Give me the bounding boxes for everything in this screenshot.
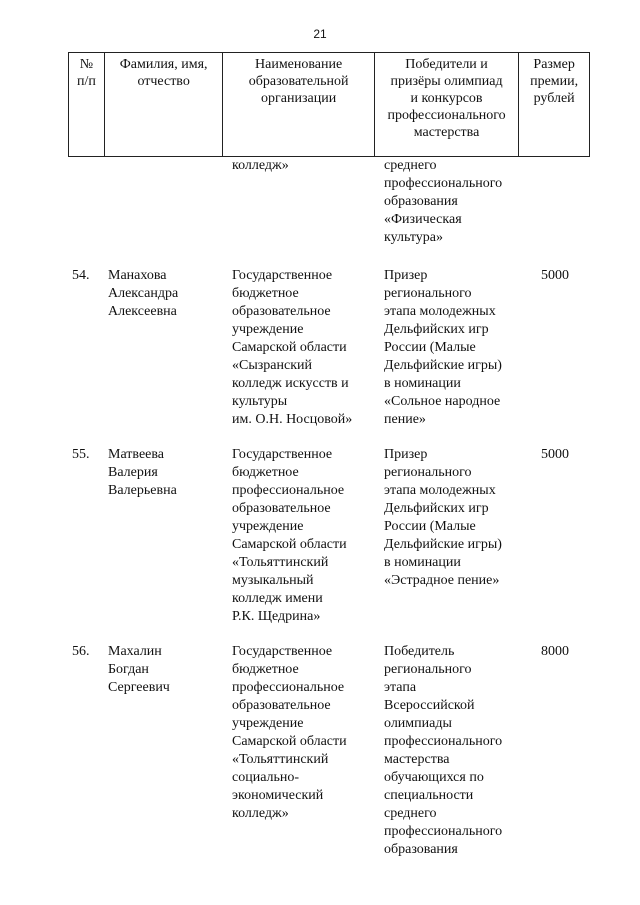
text-line: Валерьевна [108, 483, 177, 498]
text-line: Всероссийской [384, 698, 475, 713]
text-line: «Тольяттинский [232, 752, 329, 767]
text-line: регионального [384, 465, 472, 480]
text-line: Государственное [232, 644, 333, 659]
header-award-line: Победители и [405, 57, 488, 72]
text-line: «Тольяттинский [232, 555, 329, 570]
text-line: Государственное [232, 447, 333, 462]
text-line: образовательное [232, 501, 331, 516]
text-line: образовательное [232, 304, 331, 319]
text-line: в номинации [384, 555, 461, 570]
text-line: Алексеевна [108, 304, 177, 319]
header-name-line: отчество [137, 74, 190, 89]
text-line: Махалин [108, 644, 162, 659]
text-line: Дельфийских игр [384, 322, 489, 337]
text-line: этапа [384, 680, 417, 695]
text-line: профессионального [384, 824, 503, 839]
text-line: Призер [384, 447, 428, 462]
row-number: 55. [72, 447, 90, 462]
text-line: культуры [232, 394, 288, 409]
row-name [108, 643, 170, 697]
text-line: Валерия [108, 465, 158, 480]
row-org [232, 267, 352, 429]
text-line: Манахова [108, 268, 167, 283]
text-line: колледж имени [232, 591, 323, 606]
text-line: «Сызранский [232, 358, 312, 373]
text-line: профессионального [384, 734, 503, 749]
text-line: учреждение [232, 519, 304, 534]
text-line: колледж» [232, 158, 289, 173]
text-line: Самарской области [232, 340, 347, 355]
text-line: «Сольное народное [384, 394, 501, 409]
table-header [68, 52, 590, 157]
text-line: Дельфийских игр [384, 501, 489, 516]
text-line: России (Малые [384, 519, 476, 534]
header-num-line: п/п [76, 74, 96, 89]
text-line: мастерства [384, 752, 450, 767]
text-line: учреждение [232, 322, 304, 337]
text-line: этапа молодежных [384, 304, 496, 319]
row-org [232, 446, 347, 626]
continued-award [384, 157, 502, 247]
header-prize [519, 53, 589, 156]
text-line: бюджетное [232, 465, 299, 480]
header-award-line: профессионального [387, 108, 506, 123]
header-name [105, 53, 224, 156]
row-number: 56. [72, 644, 90, 659]
text-line: олимпиады [384, 716, 452, 731]
text-line: Александра [108, 286, 179, 301]
text-line: среднего [384, 806, 437, 821]
row-prize: 5000 [541, 268, 569, 283]
text-line: Сергеевич [108, 680, 170, 695]
text-line: бюджетное [232, 286, 299, 301]
row-award [384, 446, 502, 590]
text-line: образовательное [232, 698, 331, 713]
text-line: Дельфийские игры) [384, 537, 502, 552]
row-number: 54. [72, 268, 90, 283]
header-award-line: и конкурсов [410, 91, 483, 106]
text-line: профессиональное [232, 483, 345, 498]
text-line: Самарской области [232, 537, 347, 552]
row-award [384, 643, 502, 859]
text-line: социально- [232, 770, 300, 785]
row-name [108, 267, 178, 321]
text-line: профессионального [384, 176, 503, 191]
text-line: Государственное [232, 268, 333, 283]
text-line: Матвеева [108, 447, 165, 462]
header-award-line: призёры олимпиад [390, 74, 503, 89]
header-org-line: организации [261, 91, 337, 106]
continued-org [232, 157, 289, 175]
row-name [108, 446, 177, 500]
row-award [384, 267, 502, 429]
header-prize-line: премии, [530, 74, 579, 89]
text-line: Самарской области [232, 734, 347, 749]
text-line: образования [384, 842, 458, 857]
text-line: Дельфийские игры) [384, 358, 502, 373]
text-line: профессиональное [232, 680, 345, 695]
header-num-line: № [79, 57, 94, 72]
header-prize-line: Размер [533, 57, 575, 72]
text-line: музыкальный [232, 573, 314, 588]
text-line: регионального [384, 286, 472, 301]
page-number: 21 [313, 27, 327, 41]
header-org-line: образовательной [248, 74, 349, 89]
row-prize: 5000 [541, 447, 569, 462]
header-org-line: Наименование [255, 57, 343, 72]
text-line: колледж» [232, 806, 289, 821]
text-line: Богдан [108, 662, 149, 677]
text-line: образования [384, 194, 458, 209]
header-name-line: Фамилия, имя, [119, 57, 208, 72]
text-line: среднего [384, 158, 437, 173]
text-line: регионального [384, 662, 472, 677]
text-line: бюджетное [232, 662, 299, 677]
header-award [375, 53, 519, 156]
row-org [232, 643, 347, 823]
header-org [223, 53, 374, 156]
text-line: учреждение [232, 716, 304, 731]
text-line: специальности [384, 788, 474, 803]
text-line: «Физическая [384, 212, 462, 227]
text-line: этапа молодежных [384, 483, 496, 498]
header-award-line: мастерства [413, 125, 480, 140]
text-line: обучающихся по [384, 770, 484, 785]
text-line: культура» [384, 230, 443, 245]
text-line: Призер [384, 268, 428, 283]
text-line: «Эстрадное пение» [384, 573, 500, 588]
row-prize: 8000 [541, 644, 569, 659]
text-line: им. О.Н. Носцовой» [232, 412, 353, 427]
text-line: колледж искусств и [232, 376, 349, 391]
text-line: России (Малые [384, 340, 476, 355]
text-line: в номинации [384, 376, 461, 391]
text-line: Победитель [384, 644, 455, 659]
text-line: экономический [232, 788, 324, 803]
text-line: Р.К. Щедрина» [232, 609, 321, 624]
header-prize-line: рублей [533, 91, 575, 106]
text-line: пение» [384, 412, 426, 427]
header-num [69, 53, 105, 156]
